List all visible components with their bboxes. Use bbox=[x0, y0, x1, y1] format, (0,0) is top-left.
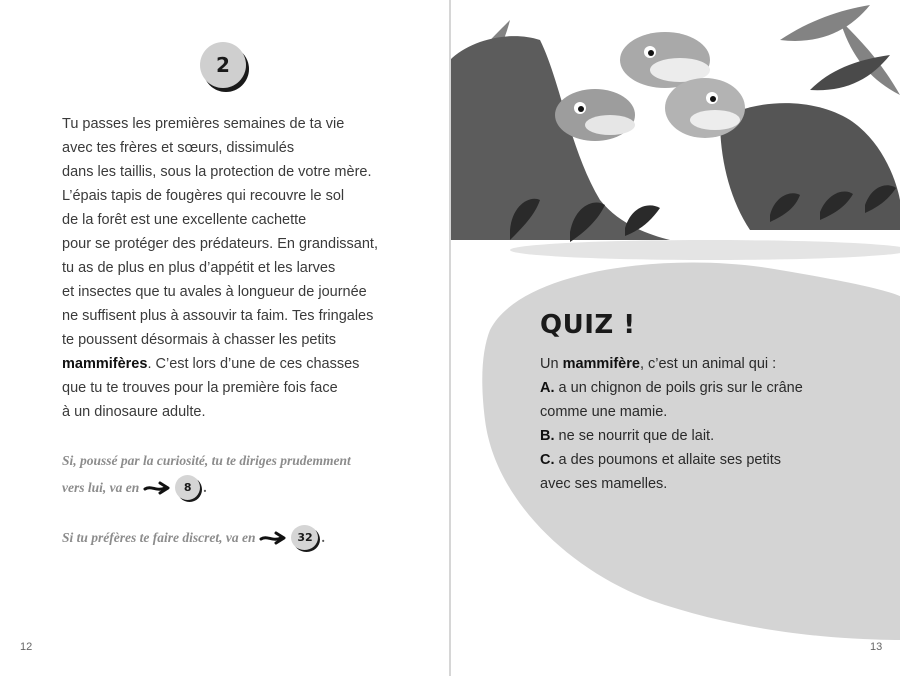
keyword-mammiferes: mammifères bbox=[62, 356, 148, 372]
right-page bbox=[450, 0, 900, 676]
dinosaur-illustration bbox=[450, 0, 900, 270]
page-number-right: 13 bbox=[870, 641, 883, 653]
story-line: te poussent désormais à chasser les petits bbox=[62, 332, 337, 348]
story-line: Tu passes les premières semaines de ta vie bbox=[62, 116, 345, 132]
story-text bbox=[62, 112, 392, 424]
quiz-option-c[interactable]: C. a des poumons et allaite ses petits bbox=[540, 452, 781, 468]
story-line: L’épais tapis de fougères qui recouvre le sol bbox=[62, 188, 345, 204]
story-line: tu as de plus en plus d’appétit et les larves bbox=[62, 260, 336, 276]
page-number-left: 12 bbox=[20, 641, 33, 653]
story-line: ne suffisent plus à assouvir ta faim. Tes fringales bbox=[62, 308, 374, 324]
quiz-option-b[interactable]: B. ne se nourrit que de lait. bbox=[540, 428, 715, 444]
story-line: pour se protéger des prédateurs. En grandissant, bbox=[62, 236, 378, 252]
right-arrow-icon bbox=[259, 530, 287, 546]
book-gutter bbox=[449, 0, 451, 676]
go-to-8-badge[interactable]: 8 bbox=[175, 475, 200, 500]
choice-2[interactable]: Si tu préfères te faire discret, va en 32 . bbox=[62, 524, 325, 551]
story-line: de la forêt est une excellente cachette bbox=[62, 212, 307, 228]
story-line: à un dinosaure adulte. bbox=[62, 404, 206, 420]
quiz-body bbox=[540, 352, 860, 496]
go-to-32-badge[interactable]: 32 bbox=[291, 525, 318, 550]
story-line-highlight: mammifères. C’est lors d’une de ces chasses bbox=[62, 356, 360, 372]
quiz-option-c-cont: avec ses mamelles. bbox=[540, 476, 668, 492]
chapter-number-badge: 2 bbox=[200, 42, 246, 88]
choice-1[interactable]: Si, poussé par la curiosité, tu te diriges prudemment vers lui, va en 8 . bbox=[62, 447, 351, 501]
story-line: et insectes que tu avales à longueur de journée bbox=[62, 284, 367, 300]
story-line: dans les taillis, sous la protection de votre mère. bbox=[62, 164, 372, 180]
quiz-question: Un mammifère, c’est un animal qui : bbox=[540, 356, 777, 372]
story-line: que tu te trouves pour la première fois face bbox=[62, 380, 338, 396]
quiz-option-a-cont: comme une mamie. bbox=[540, 404, 668, 420]
right-arrow-icon bbox=[143, 480, 171, 496]
quiz-option-a[interactable]: A. a un chignon de poils gris sur le crâne bbox=[540, 380, 803, 396]
quiz-title: QUIZ ! bbox=[540, 310, 636, 340]
story-line: avec tes frères et sœurs, dissimulés bbox=[62, 140, 295, 156]
keyword-mammifere: mammifère bbox=[562, 356, 640, 372]
